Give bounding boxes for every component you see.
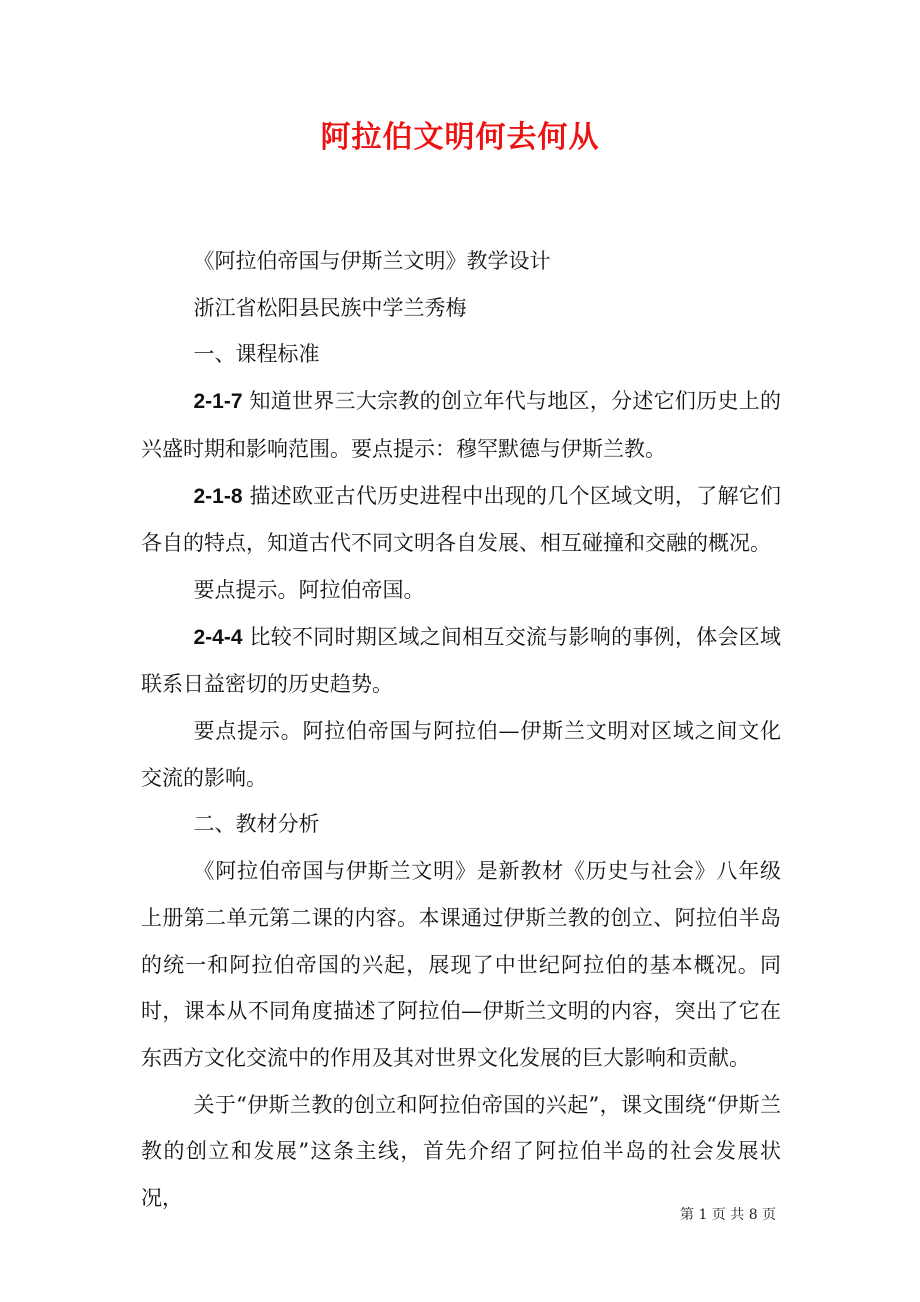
standard-code: 2-1-7 (193, 390, 243, 414)
standard-code: 2-1-8 (193, 484, 243, 508)
paragraph (141, 567, 781, 614)
paragraph-text: 知道世界三大宗教的创立年代与地区，分述它们历史上的兴盛时期和影响范围。要点提示：穆罕默德与伊斯兰教。 (141, 389, 781, 461)
paragraph (141, 614, 781, 708)
paragraph-text: 浙江省松阳县民族中学兰秀梅 (193, 295, 467, 320)
paragraph (141, 473, 781, 567)
paragraph (141, 848, 781, 1082)
paragraph (141, 708, 781, 801)
paragraph (141, 1082, 781, 1222)
paragraph-author (141, 285, 781, 332)
paragraph-text: 《阿拉伯帝国与伊斯兰文明》教学设计 (193, 249, 551, 273)
standard-code: 2-4-4 (193, 625, 243, 649)
paragraph-text: 比较不同时期区域之间相互交流与影响的事例，体会区域联系日益密切的历史趋势。 (141, 624, 781, 697)
paragraph-text: 要点提示。阿拉伯帝国。 (193, 577, 425, 602)
document-title: 阿拉伯文明何去何从 (320, 120, 600, 155)
section-heading (141, 331, 781, 378)
paragraph-text: 一、课程标准 (193, 342, 320, 367)
paragraph-text: 《阿拉伯帝国与伊斯兰文明》是新教材《历史与社会》八年级上册第二单元第二课的内容。本课通过伊斯兰教的创立、阿拉伯半岛的统一和阿拉伯帝国的兴起，展现了中世纪阿拉伯的基本概况。同时，课本从不同角度描述了阿拉伯—伊斯兰文明的内容，突出了它在东西方文化交流中的作用及其对世界文化发展的巨大影响和贡献。 (141, 859, 781, 1070)
section-heading (141, 801, 781, 848)
page-footer: 第 1 页 共 8 页 (680, 1207, 777, 1223)
paragraph-text: 要点提示。阿拉伯帝国与阿拉伯—伊斯兰文明对区域之间文化交流的影响。 (141, 719, 781, 790)
paragraph-text: 关于“伊斯兰教的创立和阿拉伯帝国的兴起”，课文围绕“伊斯兰教的创立和发展”这条主线，首先介绍了阿拉伯半岛的社会发展状况， (141, 1092, 781, 1211)
paragraph-text: 描述欧亚古代历史进程中出现的几个区域文明，了解它们各自的特点，知道古代不同文明各自发展、相互碰撞和交融的概况。 (141, 483, 781, 556)
paragraph-subtitle (141, 238, 781, 285)
document-body (141, 238, 781, 1222)
paragraph (141, 378, 781, 472)
paragraph-text: 二、教材分析 (193, 812, 320, 837)
